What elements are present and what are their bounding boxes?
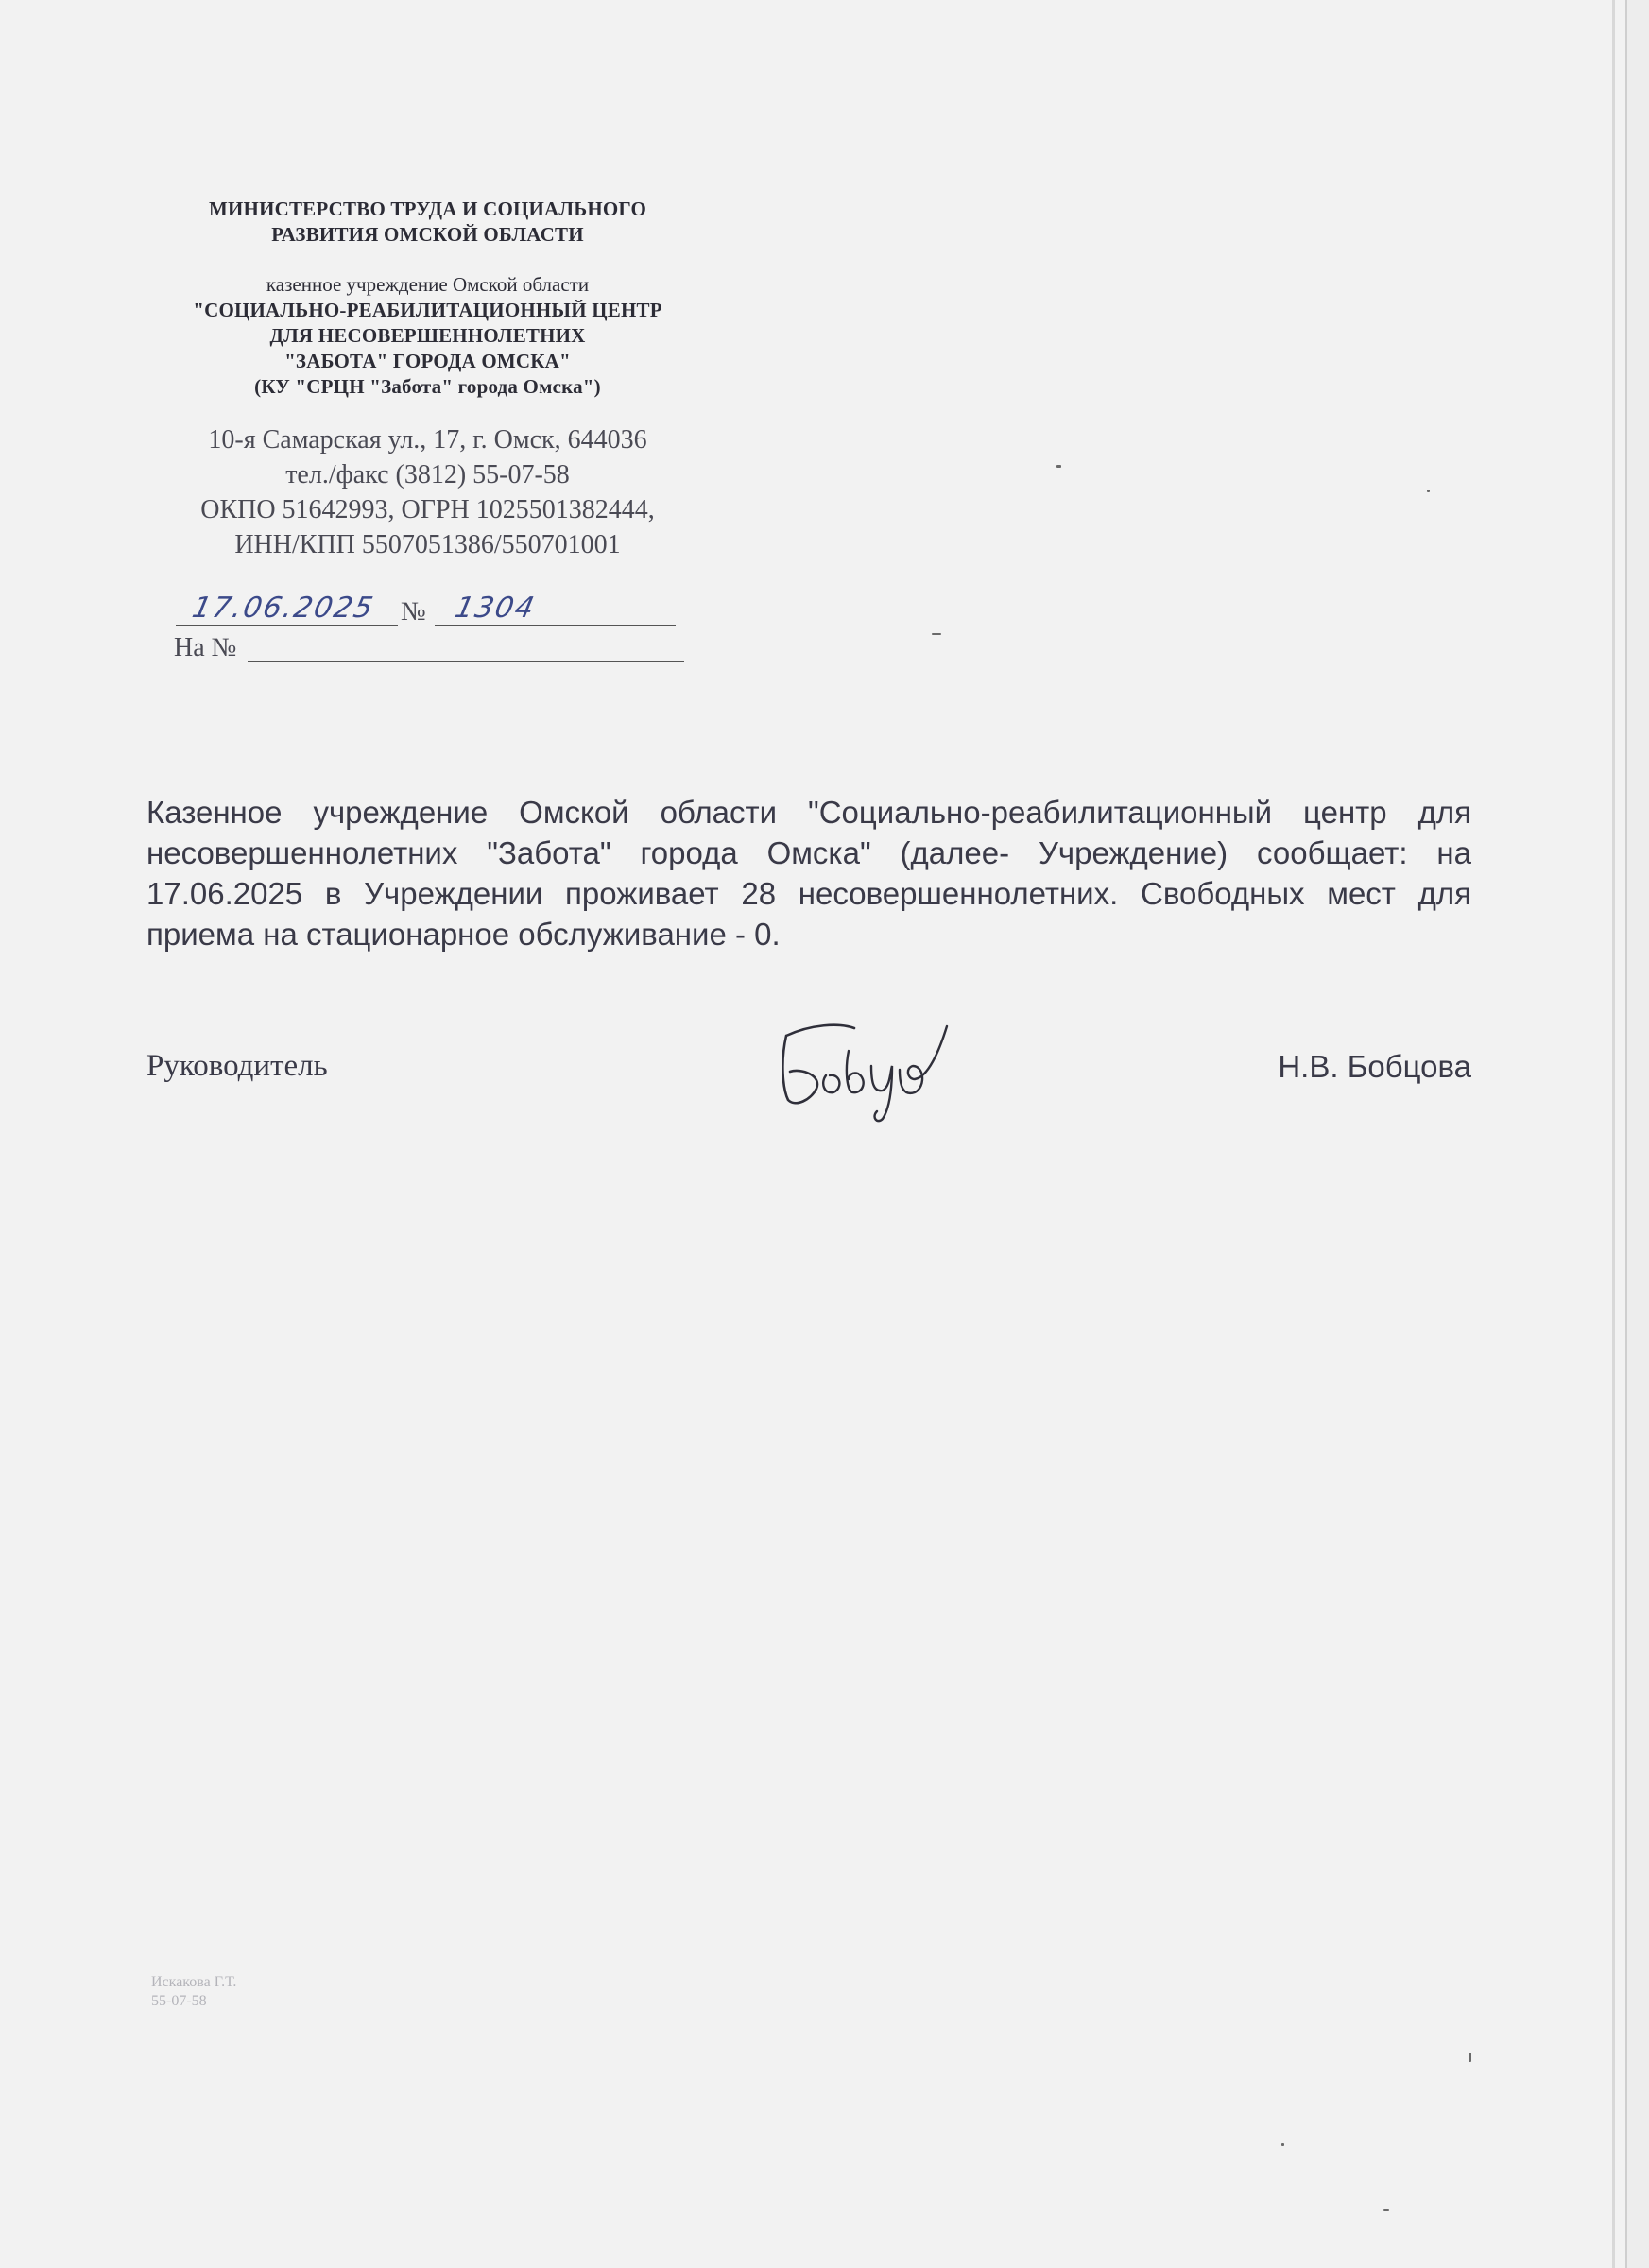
org-short-name: (КУ "СРЦН "Забота" города Омска") (254, 375, 601, 398)
okpo-ogrn: ОКПО 51642993, ОГРН 1025501382444, (200, 495, 655, 524)
executor-block (151, 1973, 236, 2011)
executor-phone: 55-07-58 (151, 1993, 207, 2009)
number-sign: № (401, 597, 426, 627)
letter-body: Казенное учреждение Омской области "Социально-реабилитационный центр для несовершеннолетних "Забота" города Омска" (далее- Учреждение) сообщает: на 17.06.2025 в Учреждении проживает 28 несовершеннолетних. Свободных мест для приема на стационарное обслуживание - 0. (146, 795, 1471, 952)
registration-number-field (435, 587, 676, 626)
scan-speck (1056, 465, 1061, 468)
registration-date-field (176, 587, 398, 626)
registration-number: 1304 (452, 592, 540, 625)
contacts-block (142, 422, 713, 562)
reference-row (174, 627, 684, 665)
reference-label: На № (174, 633, 237, 662)
scan-speck (1469, 2053, 1471, 2062)
page-edge (1612, 0, 1615, 2268)
signer-name: Н.В. Бобцова (1278, 1049, 1471, 1084)
org-name-line-2: ДЛЯ НЕСОВЕРШЕННОЛЕТНИХ (269, 324, 586, 347)
org-name-line-3: "ЗАБОТА" ГОРОДА ОМСКА" (284, 350, 571, 372)
reference-line (248, 661, 684, 662)
registration-row (170, 592, 680, 629)
org-type: казенное учреждение Омской области (266, 273, 590, 296)
ministry-line-2: РАЗВИТИЯ ОМСКОЙ ОБЛАСТИ (271, 223, 584, 246)
scan-speck (1281, 2143, 1284, 2146)
scan-speck (1383, 2209, 1389, 2211)
letterhead (142, 197, 713, 562)
phone: тел./факс (3812) 55-07-58 (285, 460, 570, 490)
ministry-line-1: МИНИСТЕРСТВО ТРУДА И СОЦИАЛЬНОГО (208, 198, 646, 220)
address: 10-я Самарская ул., 17, г. Омск, 644036 (208, 425, 647, 455)
inn-kpp: ИНН/КПП 5507051386/550701001 (234, 530, 621, 559)
scan-speck (1427, 490, 1430, 492)
signer-title: Руководитель (146, 1049, 328, 1083)
registration-date: 17.06.2025 (189, 592, 378, 625)
executor-name: Искакова Г.Т. (151, 1974, 237, 1990)
handwritten-signature (773, 1013, 953, 1126)
org-name-line-1: "СОЦИАЛЬНО-РЕАБИЛИТАЦИОННЫЙ ЦЕНТР (193, 299, 662, 321)
scan-speck (932, 633, 941, 635)
